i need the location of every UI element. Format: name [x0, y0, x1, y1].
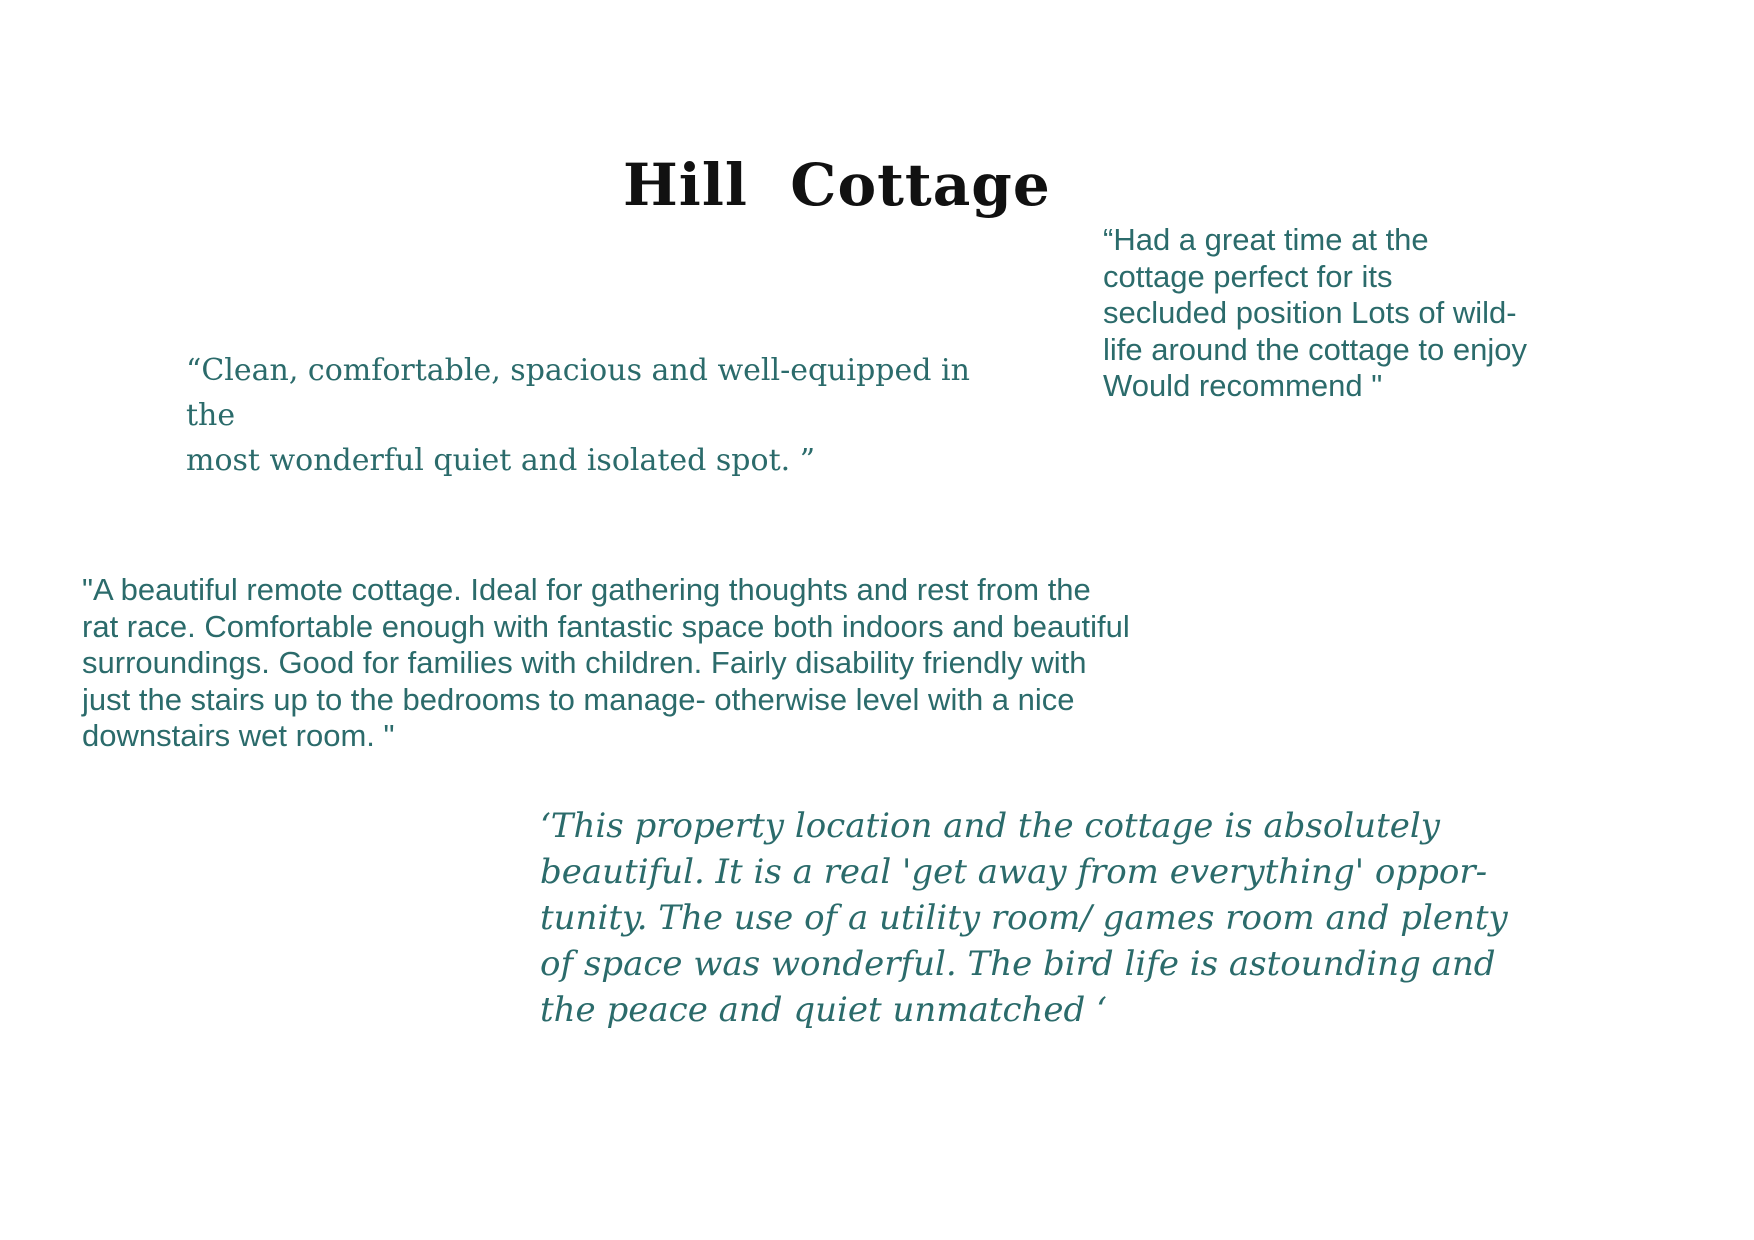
- review-property-location: ‘This property location and the cottage is absolutely beautiful. It is a real 'get away from everything' oppor- tunity. The use of a utility room/ games room and plenty of space was wonderful. The bird life is astounding and the peace and quiet unmatched ‘: [540, 806, 1508, 1030]
- review-beautiful-remote: "A beautiful remote cottage. Ideal for gathering thoughts and rest from the rat race. Comfortable enough with fantastic space both indoors and beautiful surroundings. Good for families with children. Fairly disability friendly with just the stairs up to the bedrooms to manage- otherwise level with a nice downstairs wet room. ": [82, 572, 1130, 753]
- page-title: Hill Cottage: [623, 150, 1051, 219]
- review-clean-comfortable: “Clean, comfortable, spacious and well-equipped in the most wonderful quiet and isolated spot. ”: [186, 353, 970, 478]
- review-great-time: “Had a great time at the cottage perfect for its secluded position Lots of wild- life around the cottage to enjoy Would recommend ": [1103, 222, 1527, 403]
